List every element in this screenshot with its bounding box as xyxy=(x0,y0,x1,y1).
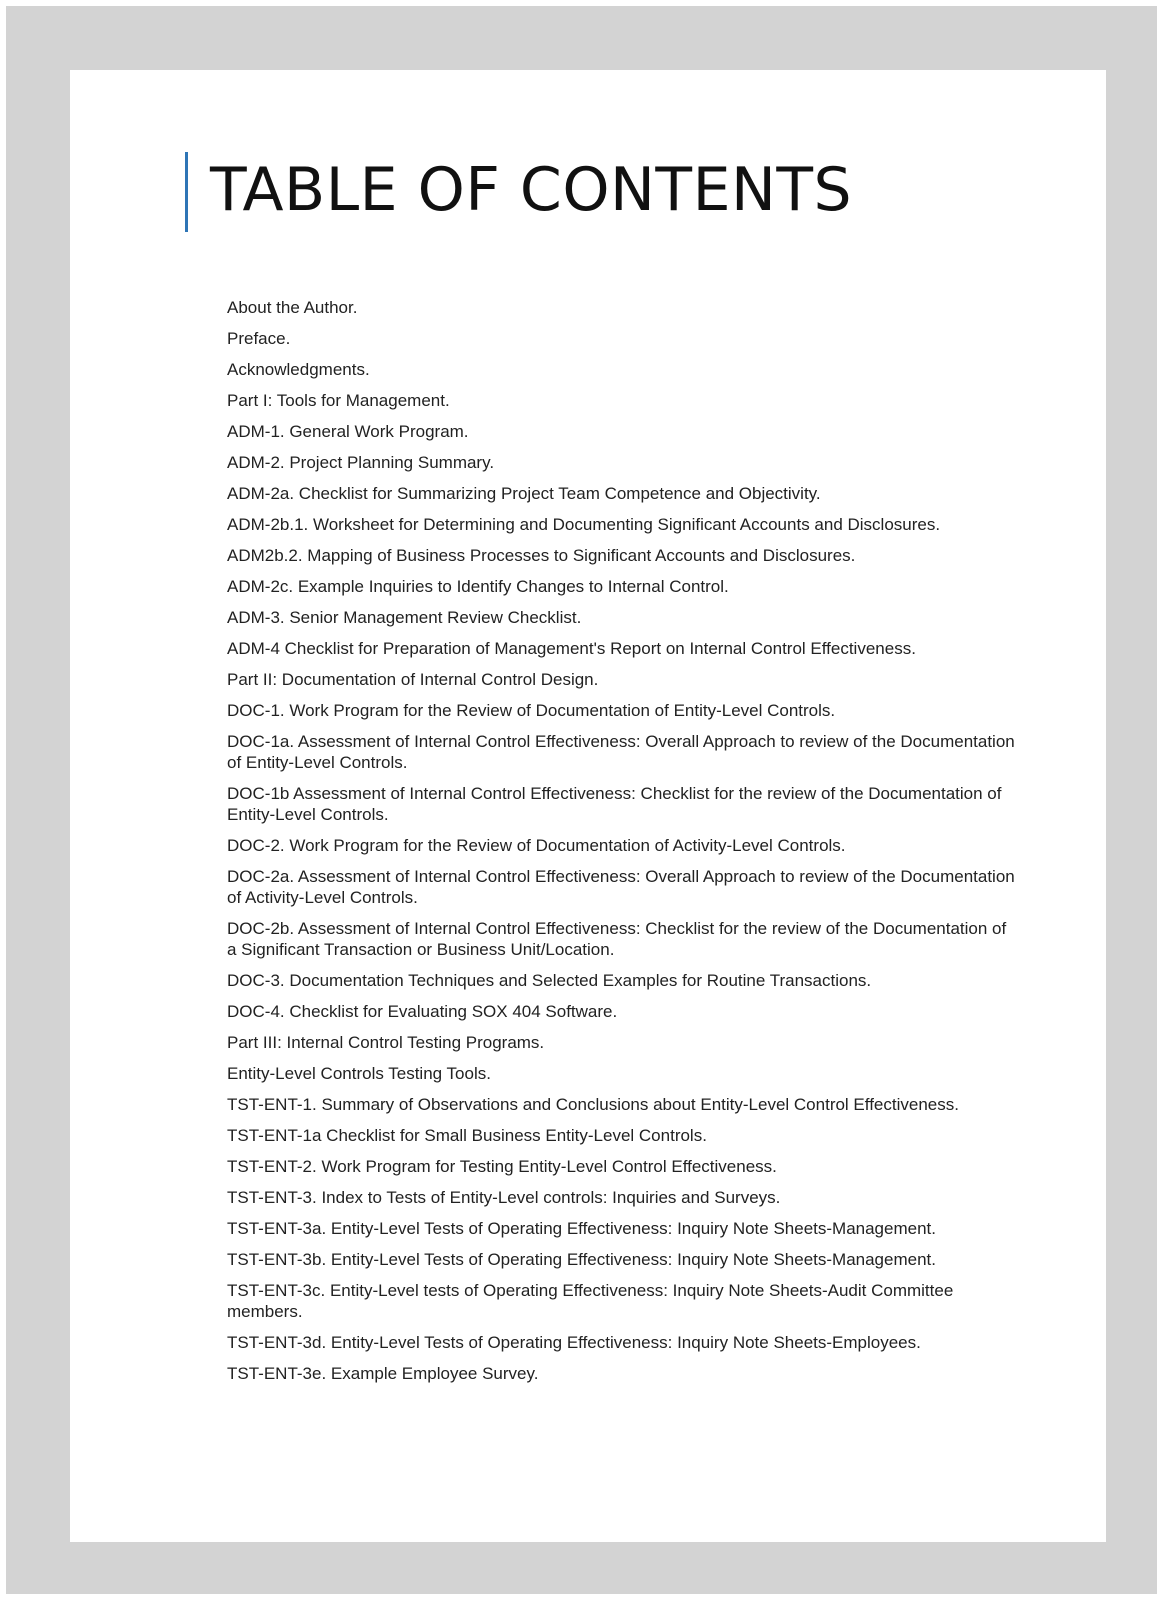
toc-entry: Entity-Level Controls Testing Tools. xyxy=(227,1064,491,1083)
toc-entry: DOC-1a. Assessment of Internal Control Effectiveness: Overall Approach to review of the Documentation of Entity-Level Controls. xyxy=(227,732,1015,772)
heading-accent-bar xyxy=(185,152,188,232)
toc-entry: Preface. xyxy=(227,329,291,348)
toc-entry: DOC-2b. Assessment of Internal Control Effectiveness: Checklist for the review of the Documentation of a Significant Transaction or Business Unit/Location. xyxy=(227,919,1007,959)
toc-entry: TST-ENT-3c. Entity-Level tests of Operating Effectiveness: Inquiry Note Sheets-Audit Committee members. xyxy=(227,1281,954,1321)
toc-entry: About the Author. xyxy=(227,298,358,317)
toc-entry: TST-ENT-3e. Example Employee Survey. xyxy=(227,1364,539,1383)
toc-entry: ADM-2. Project Planning Summary. xyxy=(227,453,495,472)
toc-entry: Acknowledgments. xyxy=(227,360,370,379)
toc-entry: DOC-1. Work Program for the Review of Documentation of Entity-Level Controls. xyxy=(227,701,836,720)
toc-entry: DOC-2. Work Program for the Review of Documentation of Activity-Level Controls. xyxy=(227,836,846,855)
toc-entry: DOC-4. Checklist for Evaluating SOX 404 Software. xyxy=(227,1002,618,1021)
toc-entry: DOC-3. Documentation Techniques and Selected Examples for Routine Transactions. xyxy=(227,971,872,990)
toc-entry: ADM-2c. Example Inquiries to Identify Changes to Internal Control. xyxy=(227,577,729,596)
toc-entry: ADM-3. Senior Management Review Checklist. xyxy=(227,608,582,627)
toc-entry: TST-ENT-1. Summary of Observations and Conclusions about Entity-Level Control Effectiveness. xyxy=(227,1095,959,1114)
page-title: TABLE OF CONTENTS xyxy=(210,155,853,225)
toc-entry: Part III: Internal Control Testing Programs. xyxy=(227,1033,545,1052)
toc-entry: ADM-4 Checklist for Preparation of Management's Report on Internal Control Effectiveness. xyxy=(227,639,916,658)
toc-entry: TST-ENT-3a. Entity-Level Tests of Operating Effectiveness: Inquiry Note Sheets-Management. xyxy=(227,1219,936,1238)
toc-entry: Part I: Tools for Management. xyxy=(227,391,450,410)
toc-entry: TST-ENT-3d. Entity-Level Tests of Operating Effectiveness: Inquiry Note Sheets-Employees. xyxy=(227,1333,921,1352)
toc-entry: ADM-1. General Work Program. xyxy=(227,422,469,441)
toc-entry: TST-ENT-3. Index to Tests of Entity-Level controls: Inquiries and Surveys. xyxy=(227,1188,781,1207)
toc-entry: ADM2b.2. Mapping of Business Processes to Significant Accounts and Disclosures. xyxy=(227,546,856,565)
toc-entry: Part II: Documentation of Internal Control Design. xyxy=(227,670,599,689)
toc-entry: ADM-2a. Checklist for Summarizing Project Team Competence and Objectivity. xyxy=(227,484,821,503)
toc-entry: DOC-2a. Assessment of Internal Control Effectiveness: Overall Approach to review of the Documentation of Activity-Level Controls. xyxy=(227,867,1015,907)
toc-entry: DOC-1b Assessment of Internal Control Effectiveness: Checklist for the review of the Documentation of Entity-Level Controls. xyxy=(227,784,1002,824)
toc-entry: TST-ENT-2. Work Program for Testing Entity-Level Control Effectiveness. xyxy=(227,1157,777,1176)
toc-entry: TST-ENT-1a Checklist for Small Business Entity-Level Controls. xyxy=(227,1126,707,1145)
toc-entry: ADM-2b.1. Worksheet for Determining and Documenting Significant Accounts and Disclosures. xyxy=(227,515,941,534)
document-page xyxy=(70,70,1106,1542)
toc-entry: TST-ENT-3b. Entity-Level Tests of Operating Effectiveness: Inquiry Note Sheets-Management. xyxy=(227,1250,936,1269)
toc-list xyxy=(227,297,1017,1394)
page-frame xyxy=(6,6,1157,1594)
